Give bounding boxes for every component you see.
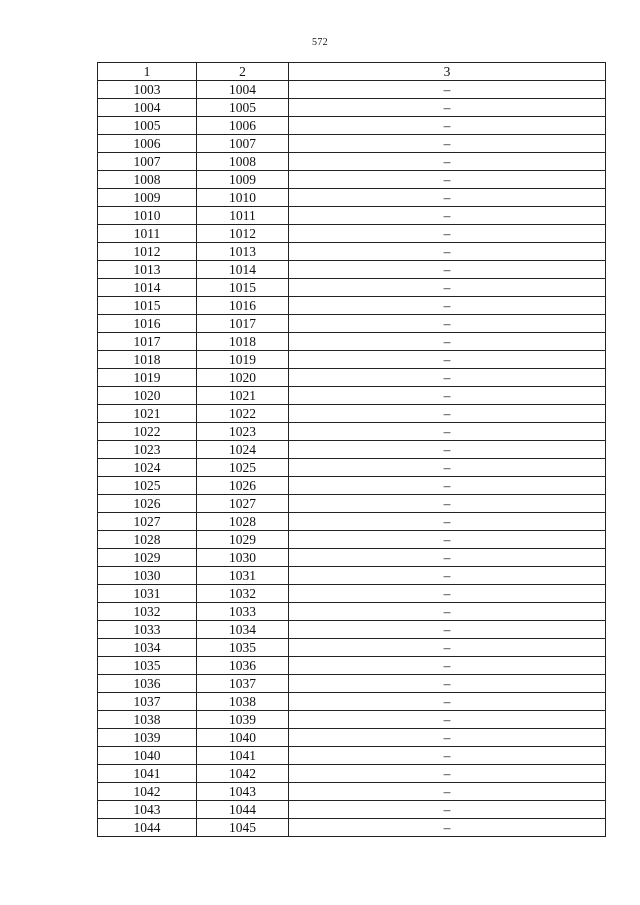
table-cell-col2: 1041 <box>197 747 289 765</box>
table-row <box>98 81 606 99</box>
table-header-row <box>98 63 606 81</box>
table-row <box>98 171 606 189</box>
table-cell-col1: 1037 <box>98 693 197 711</box>
table-row <box>98 585 606 603</box>
header-cell-col3: 3 <box>289 63 606 81</box>
table-row <box>98 261 606 279</box>
table-cell-col1: 1043 <box>98 801 197 819</box>
table-cell-col1: 1020 <box>98 387 197 405</box>
table-cell-col2: 1043 <box>197 783 289 801</box>
table-row <box>98 405 606 423</box>
table-row <box>98 603 606 621</box>
table-cell-col1: 1023 <box>98 441 197 459</box>
table-row <box>98 153 606 171</box>
table-row <box>98 315 606 333</box>
table-cell-col1: 1026 <box>98 495 197 513</box>
table-row <box>98 99 606 117</box>
table-row <box>98 675 606 693</box>
table-row <box>98 297 606 315</box>
header-cell-col1: 1 <box>98 63 197 81</box>
table-row <box>98 801 606 819</box>
table-cell-col3: – <box>289 351 606 369</box>
table-cell-col2: 1036 <box>197 657 289 675</box>
table-row <box>98 459 606 477</box>
table-cell-col1: 1042 <box>98 783 197 801</box>
table-cell-col1: 1009 <box>98 189 197 207</box>
table-row <box>98 387 606 405</box>
page-number: 572 <box>312 37 328 48</box>
table-cell-col3: – <box>289 729 606 747</box>
table-cell-col1: 1003 <box>98 81 197 99</box>
table-cell-col1: 1012 <box>98 243 197 261</box>
table-cell-col2: 1025 <box>197 459 289 477</box>
table-row <box>98 729 606 747</box>
table-cell-col1: 1024 <box>98 459 197 477</box>
table-cell-col2: 1031 <box>197 567 289 585</box>
table-cell-col1: 1025 <box>98 477 197 495</box>
table-cell-col3: – <box>289 603 606 621</box>
table-cell-col2: 1023 <box>197 423 289 441</box>
table-row <box>98 819 606 837</box>
table-cell-col1: 1030 <box>98 567 197 585</box>
table-row <box>98 441 606 459</box>
table-cell-col3: – <box>289 171 606 189</box>
table-cell-col1: 1036 <box>98 675 197 693</box>
table-cell-col1: 1029 <box>98 549 197 567</box>
table-row <box>98 765 606 783</box>
table-cell-col3: – <box>289 621 606 639</box>
table-cell-col1: 1040 <box>98 747 197 765</box>
table-row <box>98 135 606 153</box>
table-cell-col2: 1012 <box>197 225 289 243</box>
table-cell-col1: 1014 <box>98 279 197 297</box>
table-cell-col3: – <box>289 675 606 693</box>
table-cell-col3: – <box>289 783 606 801</box>
table-cell-col3: – <box>289 99 606 117</box>
table-cell-col3: – <box>289 243 606 261</box>
table-cell-col3: – <box>289 819 606 837</box>
table-cell-col2: 1039 <box>197 711 289 729</box>
table-cell-col1: 1013 <box>98 261 197 279</box>
table-cell-col3: – <box>289 81 606 99</box>
table-row <box>98 495 606 513</box>
table-cell-col3: – <box>289 639 606 657</box>
table-cell-col2: 1028 <box>197 513 289 531</box>
table-row <box>98 225 606 243</box>
table-cell-col2: 1034 <box>197 621 289 639</box>
table-cell-col2: 1042 <box>197 765 289 783</box>
table-cell-col1: 1016 <box>98 315 197 333</box>
table-cell-col1: 1035 <box>98 657 197 675</box>
table-cell-col2: 1006 <box>197 117 289 135</box>
table-cell-col2: 1033 <box>197 603 289 621</box>
table-cell-col3: – <box>289 387 606 405</box>
table-cell-col1: 1005 <box>98 117 197 135</box>
table-cell-col2: 1035 <box>197 639 289 657</box>
table-cell-col3: – <box>289 531 606 549</box>
table-cell-col3: – <box>289 405 606 423</box>
table-cell-col3: – <box>289 459 606 477</box>
table-cell-col3: – <box>289 297 606 315</box>
table-cell-col1: 1022 <box>98 423 197 441</box>
table-body <box>98 63 606 837</box>
table-cell-col1: 1015 <box>98 297 197 315</box>
table-cell-col2: 1022 <box>197 405 289 423</box>
table-cell-col1: 1027 <box>98 513 197 531</box>
table-cell-col1: 1031 <box>98 585 197 603</box>
table-cell-col1: 1044 <box>98 819 197 837</box>
table-row <box>98 549 606 567</box>
table-cell-col3: – <box>289 423 606 441</box>
table-cell-col3: – <box>289 513 606 531</box>
table-cell-col2: 1032 <box>197 585 289 603</box>
table-cell-col2: 1008 <box>197 153 289 171</box>
table-cell-col3: – <box>289 225 606 243</box>
table-cell-col3: – <box>289 441 606 459</box>
table-row <box>98 531 606 549</box>
table-cell-col2: 1045 <box>197 819 289 837</box>
table-cell-col3: – <box>289 657 606 675</box>
table-cell-col3: – <box>289 261 606 279</box>
table-row <box>98 639 606 657</box>
table-cell-col3: – <box>289 369 606 387</box>
table-cell-col2: 1010 <box>197 189 289 207</box>
table-cell-col3: – <box>289 135 606 153</box>
table-cell-col3: – <box>289 585 606 603</box>
table-cell-col1: 1034 <box>98 639 197 657</box>
table-cell-col3: – <box>289 279 606 297</box>
table-cell-col2: 1026 <box>197 477 289 495</box>
table-row <box>98 477 606 495</box>
table-cell-col1: 1033 <box>98 621 197 639</box>
table-cell-col2: 1019 <box>197 351 289 369</box>
table-cell-col3: – <box>289 693 606 711</box>
table-cell-col2: 1014 <box>197 261 289 279</box>
table-cell-col1: 1006 <box>98 135 197 153</box>
table-cell-col1: 1041 <box>98 765 197 783</box>
table-cell-col2: 1020 <box>197 369 289 387</box>
table-row <box>98 351 606 369</box>
table-cell-col3: – <box>289 765 606 783</box>
table-cell-col2: 1029 <box>197 531 289 549</box>
table-cell-col3: – <box>289 567 606 585</box>
table-row <box>98 423 606 441</box>
table-cell-col2: 1018 <box>197 333 289 351</box>
table-row <box>98 567 606 585</box>
table-row <box>98 243 606 261</box>
table-row <box>98 693 606 711</box>
table-cell-col3: – <box>289 333 606 351</box>
table-cell-col2: 1024 <box>197 441 289 459</box>
table-cell-col2: 1017 <box>197 315 289 333</box>
table-row <box>98 513 606 531</box>
header-cell-col2: 2 <box>197 63 289 81</box>
table-row <box>98 369 606 387</box>
table-cell-col1: 1008 <box>98 171 197 189</box>
table-cell-col1: 1032 <box>98 603 197 621</box>
table-cell-col2: 1011 <box>197 207 289 225</box>
table-cell-col1: 1039 <box>98 729 197 747</box>
table-cell-col3: – <box>289 747 606 765</box>
table-cell-col3: – <box>289 711 606 729</box>
table-cell-col1: 1019 <box>98 369 197 387</box>
table-cell-col2: 1030 <box>197 549 289 567</box>
table-cell-col2: 1021 <box>197 387 289 405</box>
table-cell-col3: – <box>289 477 606 495</box>
table-cell-col2: 1005 <box>197 99 289 117</box>
table-row <box>98 189 606 207</box>
table-cell-col3: – <box>289 153 606 171</box>
table-row <box>98 747 606 765</box>
table-cell-col3: – <box>289 207 606 225</box>
table-cell-col2: 1007 <box>197 135 289 153</box>
table-row <box>98 711 606 729</box>
table-cell-col2: 1009 <box>197 171 289 189</box>
table-cell-col2: 1013 <box>197 243 289 261</box>
table-row <box>98 783 606 801</box>
data-table <box>97 62 606 837</box>
table-cell-col1: 1017 <box>98 333 197 351</box>
table-cell-col2: 1037 <box>197 675 289 693</box>
table-cell-col1: 1011 <box>98 225 197 243</box>
table-cell-col1: 1004 <box>98 99 197 117</box>
table-cell-col2: 1015 <box>197 279 289 297</box>
table-cell-col1: 1038 <box>98 711 197 729</box>
table-row <box>98 279 606 297</box>
table-cell-col3: – <box>289 495 606 513</box>
table-cell-col2: 1038 <box>197 693 289 711</box>
table-row <box>98 657 606 675</box>
table-cell-col1: 1021 <box>98 405 197 423</box>
table-cell-col2: 1016 <box>197 297 289 315</box>
table-cell-col2: 1040 <box>197 729 289 747</box>
table-cell-col2: 1027 <box>197 495 289 513</box>
table-row <box>98 207 606 225</box>
table-cell-col3: – <box>289 117 606 135</box>
table-cell-col1: 1018 <box>98 351 197 369</box>
table-cell-col1: 1010 <box>98 207 197 225</box>
table-cell-col3: – <box>289 801 606 819</box>
table-row <box>98 333 606 351</box>
table-cell-col2: 1004 <box>197 81 289 99</box>
table-cell-col1: 1028 <box>98 531 197 549</box>
table-cell-col1: 1007 <box>98 153 197 171</box>
table-cell-col3: – <box>289 549 606 567</box>
table-row <box>98 117 606 135</box>
table-cell-col3: – <box>289 189 606 207</box>
table-cell-col3: – <box>289 315 606 333</box>
table-row <box>98 621 606 639</box>
table-cell-col2: 1044 <box>197 801 289 819</box>
